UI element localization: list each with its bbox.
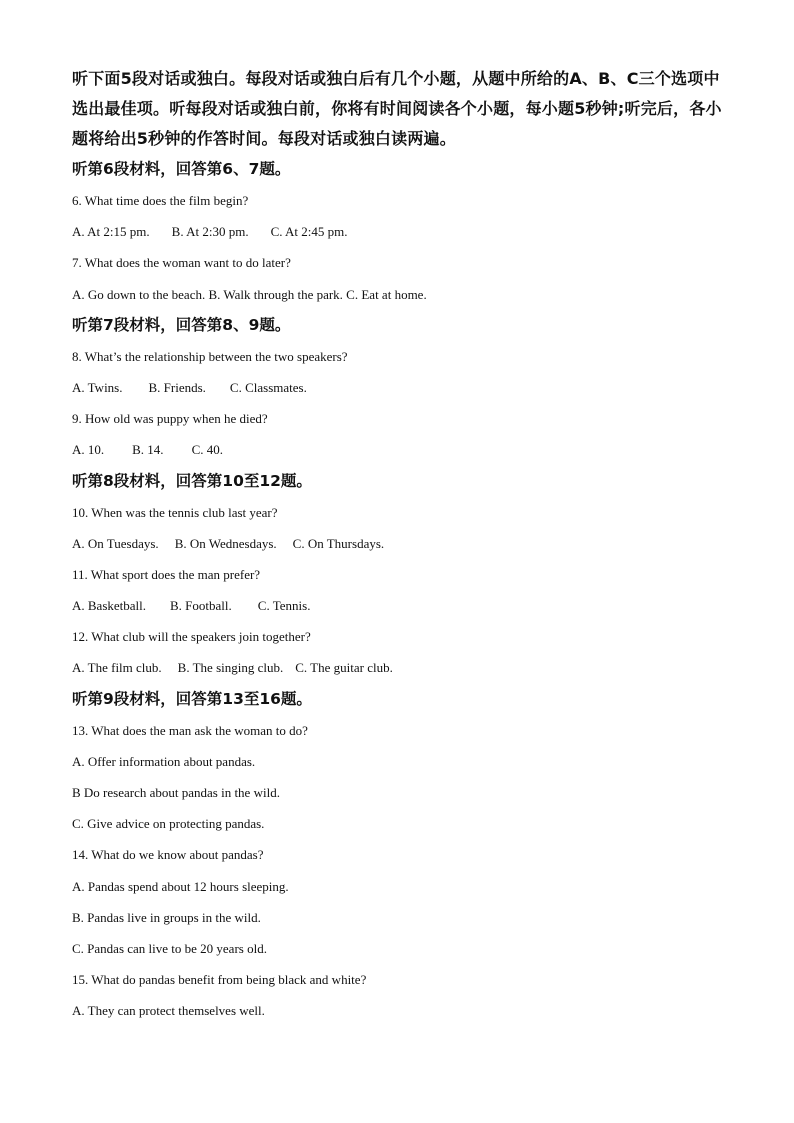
question-9: 9. How old was puppy when he died? <box>72 411 268 427</box>
option-12c: C. The guitar club. <box>295 660 393 676</box>
option-6b: B. At 2:30 pm. <box>171 224 249 240</box>
option-9b: B. 14. <box>132 442 164 458</box>
options-8 <box>72 372 722 403</box>
question-7: 7. What does the woman want to do later? <box>72 255 291 271</box>
options-12 <box>72 652 722 683</box>
option-10c: C. On Thursdays. <box>292 535 385 551</box>
section-heading-8: 听第8段材料，回答第10至12题。 <box>72 471 312 490</box>
options-9 <box>72 434 722 465</box>
option-14a: A. Pandas spend about 12 hours sleeping. <box>72 878 289 894</box>
option-9a: A. 10. <box>72 442 105 458</box>
options-10 <box>72 528 722 559</box>
question-12: 12. What club will the speakers join together? <box>72 629 311 645</box>
section-heading-9: 听第9段材料，回答第13至16题。 <box>72 689 312 708</box>
question-15: 15. What do pandas benefit from being black and white? <box>72 972 367 988</box>
option-8c: C. Classmates. <box>229 379 307 395</box>
option-8b: B. Friends. <box>148 379 206 395</box>
option-15a: A. They can protect themselves well. <box>72 1003 265 1019</box>
question-8: 8. What’s the relationship between the two speakers? <box>72 348 348 364</box>
option-13c: C. Give advice on protecting pandas. <box>72 816 265 832</box>
question-11: 11. What sport does the man prefer? <box>72 566 261 582</box>
option-12a: A. The film club. <box>72 660 162 676</box>
question-14: 14. What do we know about pandas? <box>72 847 264 863</box>
option-8a: A. Twins. <box>72 379 123 395</box>
option-11c: C. Tennis. <box>257 598 311 614</box>
options-6 <box>72 216 722 247</box>
option-10a: A. On Tuesdays. <box>72 535 159 551</box>
question-13: 13. What does the man ask the woman to do? <box>72 722 308 738</box>
section-heading-6: 听第6段材料，回答第6、7题。 <box>72 160 291 178</box>
option-12b: B. The singing club. <box>177 660 284 676</box>
option-11b: B. Football. <box>170 598 232 614</box>
options-11 <box>72 590 722 621</box>
option-14c: C. Pandas can live to be 20 years old. <box>72 940 267 956</box>
option-6a: A. At 2:15 pm. <box>72 224 150 240</box>
options-7: A. Go down to the beach. B. Walk through the park. C. Eat at home. <box>72 286 427 302</box>
question-6: 6. What time does the film begin? <box>72 193 249 208</box>
option-10b: B. On Wednesdays. <box>174 535 277 551</box>
option-13a: A. Offer information about pandas. <box>72 753 256 769</box>
option-6c: C. At 2:45 pm. <box>270 224 348 240</box>
instructions-paragraph: 听下面5段对话或独白。每段对话或独白后有几个小题，从题中所给的A、B、C三个选项中选出最佳项。听每段对话或独白前，你将有时间阅读各个小题，每小题5秒钟;听完后，各小题将给出5秒钟的作答时间。每段对话或独白读两遍。 <box>72 69 722 148</box>
question-10: 10. When was the tennis club last year? <box>72 504 278 520</box>
option-14b: B. Pandas live in groups in the wild. <box>72 909 261 925</box>
option-13b: B Do research about pandas in the wild. <box>72 785 280 800</box>
section-heading-7: 听第7段材料，回答第8、9题。 <box>72 315 291 334</box>
option-11a: A. Basketball. <box>72 598 147 614</box>
option-9c: C. 40. <box>191 442 223 458</box>
